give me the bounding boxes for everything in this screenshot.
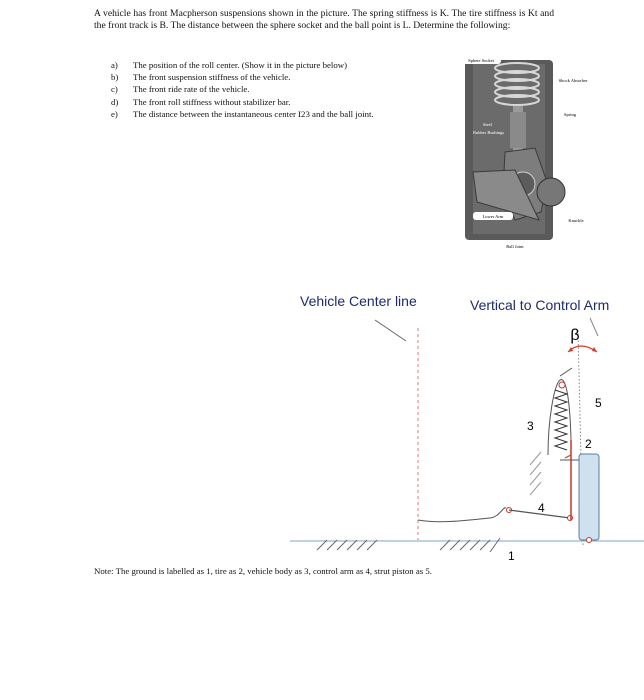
- task-letter: c): [111, 84, 118, 95]
- label-strut-piston-5: 5: [595, 396, 602, 410]
- vehicle-body-profile: [418, 508, 506, 522]
- task-letter: b): [111, 72, 119, 83]
- problem-intro: A vehicle has front Macpherson suspensions shown in the picture. The spring stiffness is K. The tire stiffness is Kt and the front track is B. The distance between the sphere socket and the ball point is L. Determine the following:: [94, 8, 554, 32]
- label-rubber-bushings: Rubber Bushings: [473, 130, 505, 135]
- label-sphere-socket: Sphere Socket: [468, 58, 494, 63]
- label-steel: Steel: [483, 122, 492, 127]
- strut-body: [548, 380, 571, 455]
- label-lower-arm: Lower Arm: [482, 214, 504, 219]
- label-control-arm-4: 4: [538, 501, 545, 515]
- label-knuckle: Knuckle: [568, 218, 584, 223]
- center-line-pointer: [375, 320, 406, 341]
- coil-spring: [555, 390, 567, 450]
- macpherson-suspension-photo: [455, 52, 600, 257]
- task-text: The position of the roll center. (Show it in the picture below): [133, 60, 348, 70]
- task-letter: a): [111, 60, 118, 70]
- label-ground-1: 1: [508, 549, 515, 563]
- label-body-3: 3: [527, 419, 534, 433]
- tire: [579, 454, 599, 540]
- task-item: [111, 96, 441, 108]
- vertical-pointer: [590, 318, 598, 336]
- macpherson-kinematic-diagram: [0, 280, 644, 580]
- task-letter: e): [111, 108, 118, 119]
- ground-hatch-right: [440, 538, 500, 552]
- task-letter: d): [111, 96, 119, 107]
- task-text: The front suspension stiffness of the vehicle.: [133, 72, 291, 83]
- task-text: The front roll stiffness without stabilizer bar.: [133, 96, 291, 107]
- label-ball-joint: Ball Joint: [506, 244, 524, 249]
- tire-contact-point: [587, 538, 592, 543]
- vertical-to-control-arm-label: Vertical to Control Arm: [470, 297, 610, 313]
- label-spring: Spring: [563, 112, 577, 117]
- label-tire-2: 2: [585, 437, 592, 451]
- vehicle-center-line-label: Vehicle Center line: [300, 293, 417, 309]
- task-list: [111, 59, 441, 120]
- upper-mount: [560, 368, 572, 376]
- task-text: The front ride rate of the vehicle.: [133, 84, 250, 95]
- task-item: [111, 71, 441, 83]
- task-item: [111, 108, 441, 120]
- beta-label: β: [570, 327, 580, 344]
- body-hatch: [530, 452, 541, 495]
- label-shock-absorber: Shock Absorber: [558, 78, 588, 83]
- legend-note: Note: The ground is labelled as 1, tire as 2, vehicle body as 3, control arm as 4, strut piston as 5.: [94, 566, 432, 576]
- task-item: [111, 83, 441, 95]
- task-text: The distance between the instantaneous center I23 and the ball joint.: [133, 108, 374, 119]
- sphere-socket-pivot: [559, 382, 565, 388]
- task-item: [111, 59, 441, 71]
